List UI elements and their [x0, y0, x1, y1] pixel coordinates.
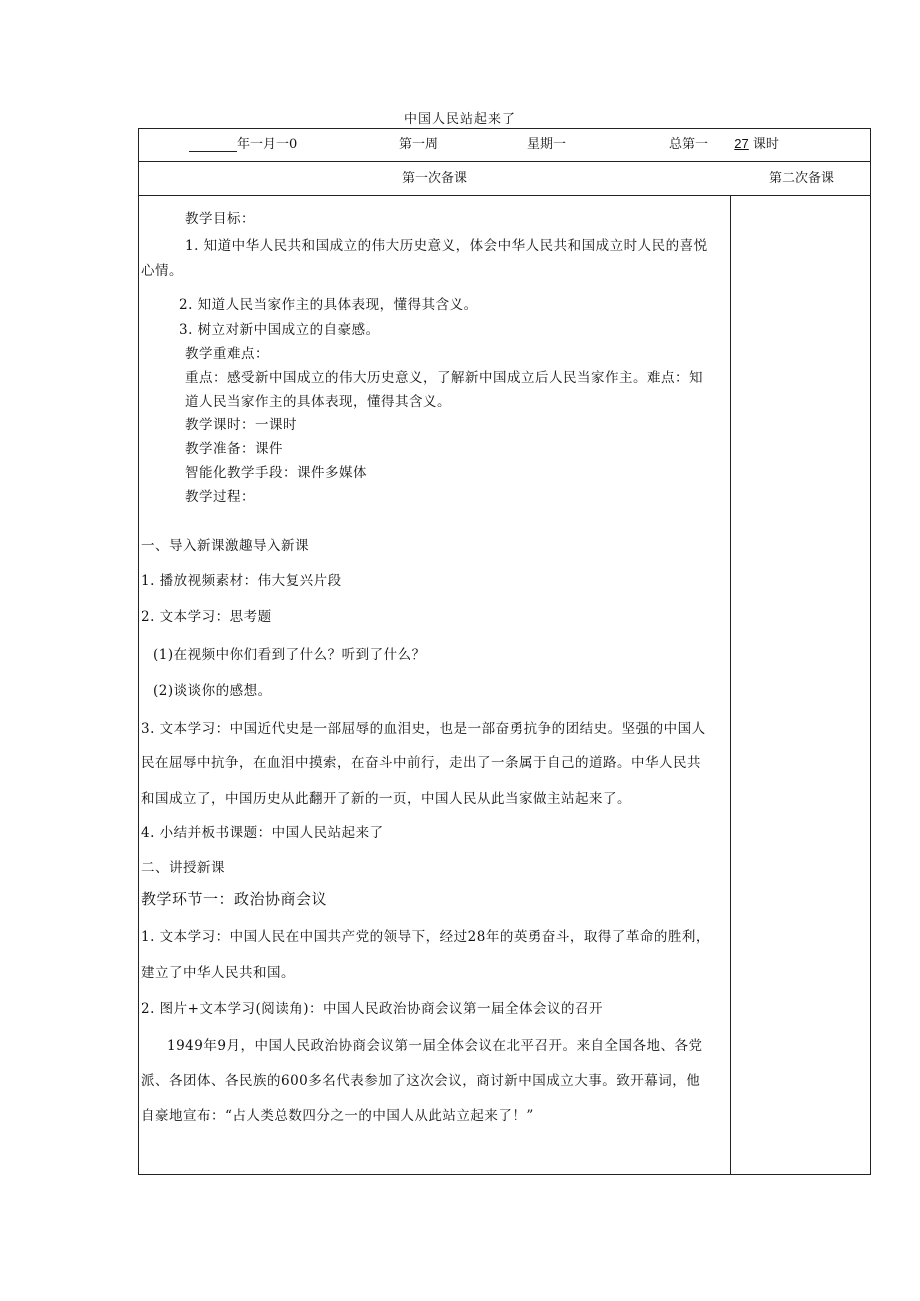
column-header-divider	[139, 195, 870, 196]
column-first-prep: 第一次备课	[401, 171, 467, 186]
text-line: 3. 文本学习：中国近代史是一部屈辱的血泪史，也是一部奋勇抗争的团结史。坚强的中国人	[141, 721, 706, 737]
document-title: 中国人民站起来了	[403, 112, 516, 127]
lesson-number: 27	[734, 136, 749, 151]
year-blank	[189, 139, 237, 152]
column-second-prep: 第二次备课	[768, 171, 834, 186]
text-line: 教学课时：一课时	[185, 417, 297, 433]
text-line: 教学目标：	[185, 211, 255, 227]
section-heading: 教学环节一：政治协商会议	[141, 890, 328, 908]
date-field	[189, 133, 297, 152]
lesson-count-suffix: 课时	[752, 137, 779, 152]
text-line: 教学重难点：	[185, 346, 269, 362]
text-line: 重点：感受新中国成立的伟大历史意义，了解新中国成立后人民当家作主。难点：知	[185, 370, 703, 386]
text-line: 心情。	[141, 263, 183, 279]
text-line: 4. 小结并板书课题：中国人民站起来了	[141, 825, 384, 841]
text-line: 教学准备：课件	[185, 441, 283, 457]
text-line: 和国成立了，中国历史从此翻开了新的一页，中国人民从此当家做主站起来了。	[141, 791, 631, 807]
text-line: 自豪地宣布：“占人类总数四分之一的中国人从此站立起来了！”	[141, 1108, 534, 1124]
text-line: (2)谈谈你的感想。	[153, 683, 272, 699]
column-divider	[730, 195, 731, 1174]
header-divider	[139, 161, 870, 162]
text-line: 教学过程：	[185, 489, 255, 505]
text-line: 智能化教学手段：课件多媒体	[185, 465, 367, 481]
text-line: 建立了中华人民共和国。	[141, 965, 295, 981]
text-line: 2. 知道人民当家作主的具体表现，懂得其含义。	[179, 297, 478, 313]
text-line: 1949年9月，中国人民政治协商会议第一届全体会议在北平召开。来自全国各地、各党	[167, 1038, 703, 1054]
date-label: 年一月一0	[237, 137, 298, 152]
text-line: 1. 知道中华人民共和国成立的伟大历史意义，体会中华人民共和国成立时人民的喜悦	[185, 238, 708, 254]
lesson-plan-table	[138, 128, 871, 1175]
text-line: 2. 文本学习：思考题	[141, 609, 272, 625]
section-heading: 一、导入新课激趣导入新课	[141, 538, 309, 554]
week-label: 第一周	[399, 137, 439, 152]
section-heading: 二、讲授新课	[141, 860, 225, 876]
text-line: 2. 图片+文本学习(阅读角)：中国人民政治协商会议第一届全体会议的召开	[141, 1001, 604, 1017]
text-line: 道人民当家作主的具体表现，懂得其含义。	[185, 394, 451, 410]
text-line: 1. 文本学习：中国人民在中国共产党的领导下，经过28年的英勇奋斗，取得了革命的胜利，	[141, 929, 710, 945]
weekday-label: 星期一	[527, 137, 567, 152]
text-line: (1)在视频中你们看到了什么？听到了什么？	[153, 647, 426, 663]
text-line: 民在屈辱中抗争，在血泪中摸索，在奋斗中前行，走出了一条属于自己的道路。中华人民共	[141, 755, 701, 771]
text-line: 派、各团体、各民族的600多名代表参加了这次会议，商讨新中国成立大事。致开幕词，他	[141, 1073, 701, 1089]
lesson-count-prefix: 总第一	[669, 137, 709, 152]
text-line: 1. 播放视频素材：伟大复兴片段	[141, 573, 342, 589]
text-line: 3. 树立对新中国成立的自豪感。	[179, 322, 380, 338]
lesson-count	[669, 133, 779, 152]
